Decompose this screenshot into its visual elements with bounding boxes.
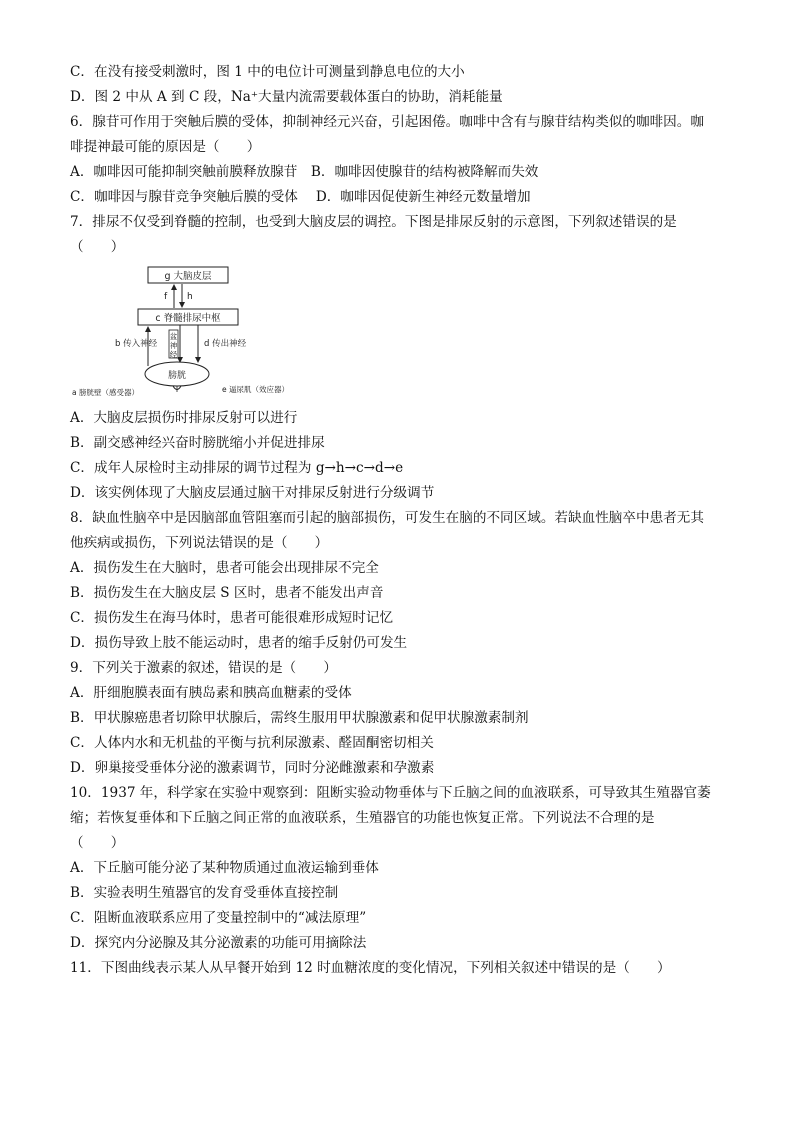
pelvic-label: 经 bbox=[169, 350, 178, 359]
label-afferent: b 传入神经 bbox=[115, 339, 158, 349]
question-9-stem: 9．下列关于激素的叙述，错误的是（ ） bbox=[70, 660, 337, 676]
question-8-option-d: D．损伤导致上肢不能运动时，患者的缩手反射仍可发生 bbox=[70, 635, 408, 651]
question-9-option-a: A．肝细胞膜表面有胰岛素和胰高血糖素的受体 bbox=[70, 685, 352, 701]
question-6-options: C．咖啡因与腺苷竞争突触后膜的受体 D．咖啡因促使新生神经元数量增加 bbox=[70, 189, 531, 205]
label-receptor: a 膀胱壁（感受器） bbox=[72, 388, 139, 397]
pelvic-label: 神 bbox=[169, 341, 178, 350]
question-6-stem: 啡提神最可能的原因是（ ） bbox=[70, 139, 261, 155]
question-9-option-d: D．卵巢接受垂体分泌的激素调节，同时分泌雌激素和孕激素 bbox=[70, 760, 435, 776]
question-7-stem: 7．排尿不仅受到脊髓的控制，也受到大脑皮层的调控。下图是排尿反射的示意图，下列叙述错误的是 bbox=[70, 214, 677, 230]
spinal-center-label: c 脊髓排尿中枢 bbox=[155, 313, 221, 324]
micturition-reflex-diagram bbox=[70, 262, 330, 404]
question-10-stem: 10．1937 年，科学家在实验中观察到：阻断实验动物垂体与下丘脑之间的血液联系，可导致其生殖器官萎 bbox=[70, 785, 711, 801]
cortex-label: g 大脑皮层 bbox=[164, 271, 212, 282]
question-9-option-c: C．人体内水和无机盐的平衡与抗利尿激素、醛固酮密切相关 bbox=[70, 735, 434, 751]
question-10-option-d: D．探究内分泌腺及其分泌激素的功能可用摘除法 bbox=[70, 935, 367, 951]
question-8-stem: 他疾病或损伤，下列说法错误的是（ ） bbox=[70, 535, 329, 551]
label-h: h bbox=[187, 292, 193, 302]
question-10-stem: 缩；若恢复垂体和下丘脑之间正常的血液联系，生殖器官的功能也恢复正常。下列说法不合理的是 bbox=[70, 810, 655, 826]
label-effector: e 逼尿肌（效应器） bbox=[222, 385, 289, 394]
question-10-option-b: B．实验表明生殖器官的发育受垂体直接控制 bbox=[70, 885, 339, 901]
bladder-label: 膀胱 bbox=[167, 371, 187, 381]
question-8-stem: 8．缺血性脑卒中是因脑部血管阻塞而引起的脑部损伤，可发生在脑的不同区域。若缺血性脑卒中患者无其 bbox=[70, 510, 704, 526]
question-7-option-d: D．该实例体现了大脑皮层通过脑干对排尿反射进行分级调节 bbox=[70, 485, 435, 501]
question-8-option-a: A．损伤发生在大脑时，患者可能会出现排尿不完全 bbox=[70, 560, 379, 576]
question-6-options: A．咖啡因可能抑制突触前膜释放腺苷 B．咖啡因使腺苷的结构被降解而失效 bbox=[70, 164, 539, 180]
text-line: C．在没有接受刺激时，图 1 中的电位计可测量到静息电位的大小 bbox=[70, 64, 465, 80]
question-10-option-a: A．下丘脑可能分泌了某种物质通过血液运输到垂体 bbox=[70, 860, 379, 876]
question-9-option-b: B．甲状腺癌患者切除甲状腺后，需终生服用甲状腺激素和促甲状腺激素制剂 bbox=[70, 710, 529, 726]
text-line: D．图 2 中从 A 到 C 段，Na⁺大量内流需要载体蛋白的协助，消耗能量 bbox=[70, 89, 503, 105]
question-7-option-b: B．副交感神经兴奋时膀胱缩小并促进排尿 bbox=[70, 435, 325, 451]
label-f: f bbox=[164, 292, 168, 302]
question-6-stem: 6．腺苷可作用于突触后膜的受体，抑制神经元兴奋，引起困倦。咖啡中含有与腺苷结构类似的咖啡因。咖 bbox=[70, 114, 704, 130]
question-10-option-c: C．阻断血液联系应用了变量控制中的“减法原理” bbox=[70, 910, 367, 926]
question-11-stem: 11．下图曲线表示某人从早餐开始到 12 时血糖浓度的变化情况，下列相关叙述中错误的是（ ） bbox=[70, 960, 671, 976]
question-7-stem: （ ） bbox=[70, 239, 125, 255]
question-8-option-b: B．损伤发生在大脑皮层 S 区时，患者不能发出声音 bbox=[70, 585, 384, 601]
question-7-option-a: A．大脑皮层损伤时排尿反射可以进行 bbox=[70, 410, 298, 426]
label-efferent: d 传出神经 bbox=[204, 339, 247, 349]
question-8-option-c: C．损伤发生在海马体时，患者可能很难形成短时记忆 bbox=[70, 610, 394, 626]
pelvic-label: 盆 bbox=[169, 332, 178, 341]
question-7-option-c: C．成年人尿检时主动排尿的调节过程为 g→h→c→d→e bbox=[70, 460, 404, 476]
question-10-stem: （ ） bbox=[70, 835, 125, 851]
